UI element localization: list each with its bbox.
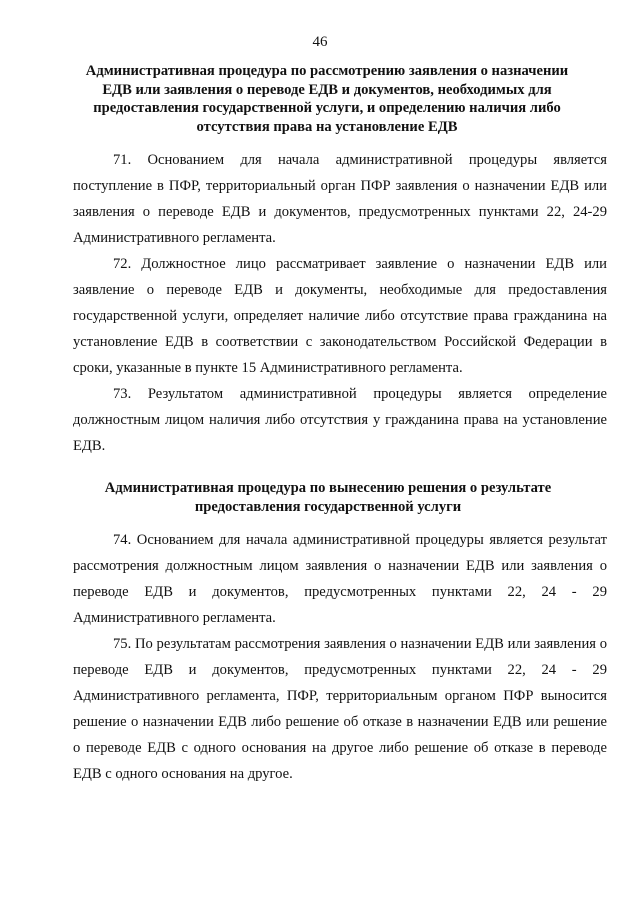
paragraph-72: 72. Должностное лицо рассматривает заявление о назначении ЕДВ или заявление о переводе ЕДВ и документы, необходимые для предоставления государственной услуги, определяет наличие либо отсутствие права гражданина на установление ЕДВ в соответствии с законодательством Российской Федерации в сроки, указанные в пункте 15 Административного регламента. (73, 256, 607, 376)
paragraph-74: 74. Основанием для начала административной процедуры является результат рассмотрения должностным лицом заявления о назначении ЕДВ или заявления о переводе ЕДВ и документов, предусмотренных пунктами 22, 24 - 29 Административного регламента. (73, 532, 607, 626)
section-heading-rassmotrenie: Административная процедура по рассмотрению заявления о назначении ЕДВ или заявления о переводе ЕДВ и документов, необходимых для предоставления государственной услуги, и определению наличия либо отсутствия права на установление ЕДВ (85, 63, 569, 135)
page-number: 46 (312, 34, 328, 50)
paragraph-71: 71. Основанием для начала административной процедуры является поступление в ПФР, территориальный орган ПФР заявления о назначении ЕДВ или заявления о переводе ЕДВ и документов, предусмотренных пунктами 22, 24-29 Административного регламента. (73, 152, 607, 246)
paragraph-75: 75. По результатам рассмотрения заявления о назначении ЕДВ или заявления о переводе ЕДВ и документов, предусмотренных пунктами 22, 24 - 29 Административного регламента, ПФР, территориальным органом ПФР выносится решение о назначении ЕДВ либо решение об отказе в назначении ЕДВ или решение о переводе ЕДВ с одного основания на другое либо решение об отказе в переводе ЕДВ с одного основания на другое. (73, 636, 607, 782)
paragraph-73: 73. Результатом административной процедуры является определение должностным лицом наличия либо отсутствия у гражданина права на установление ЕДВ. (73, 386, 607, 454)
section-heading-reshenie: Административная процедура по вынесению решения о результате предоставления государственной услуги (104, 480, 552, 515)
